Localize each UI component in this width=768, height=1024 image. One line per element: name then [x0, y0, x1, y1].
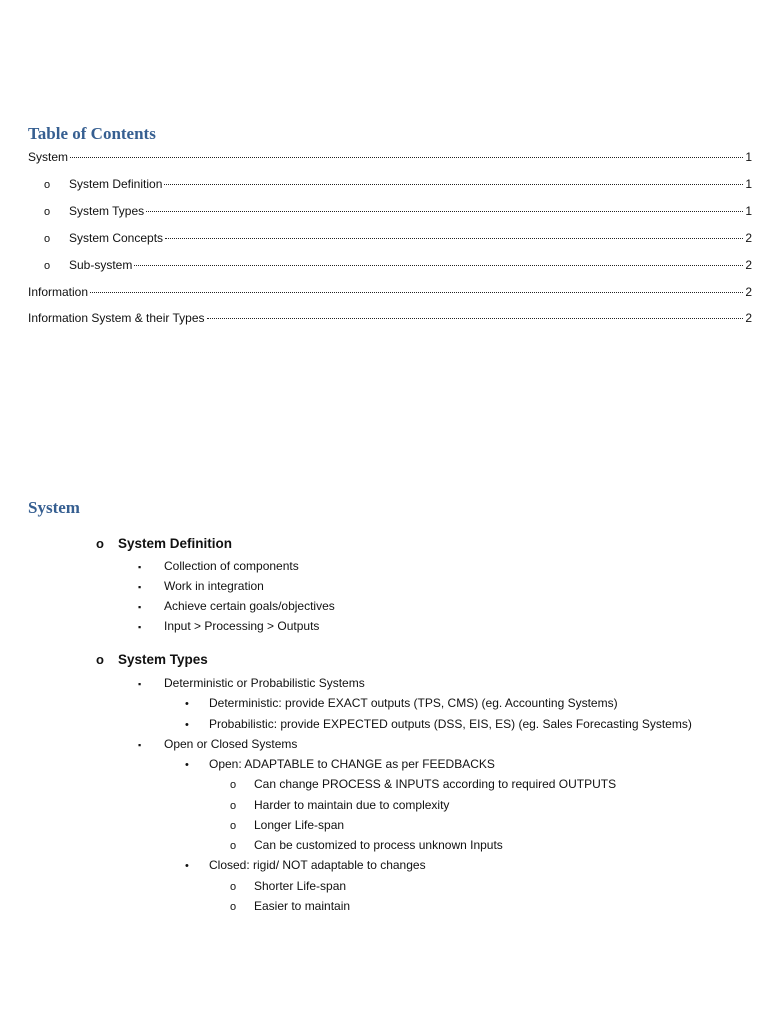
toc-entry-system-types[interactable]: [44, 203, 752, 219]
system-types-heading: [96, 652, 208, 668]
list-item-text: Can be customized to process unknown Inputs: [254, 838, 503, 852]
toc-page-number: 1: [745, 177, 752, 191]
list-item-text: Open or Closed Systems: [164, 737, 298, 751]
list-item-text: Work in integration: [164, 579, 264, 593]
toc-bullet: o: [44, 260, 51, 272]
toc-entry-label: System Types: [69, 204, 145, 218]
toc-entry-information-system-types[interactable]: [28, 310, 752, 326]
list-item: [230, 817, 344, 834]
list-item-text: Deterministic: provide EXACT outputs (TPS, CMS) (eg. Accounting Systems): [209, 696, 618, 710]
toc-entry-label: System Definition: [69, 177, 163, 191]
toc-entry-label: System: [28, 150, 69, 164]
list-item: [230, 898, 350, 915]
list-item-text: Collection of components: [164, 559, 299, 573]
list-item-text: Achieve certain goals/objectives: [164, 599, 335, 613]
section-title: System: [28, 498, 80, 517]
toc-leader: [164, 184, 743, 185]
toc-page-number: 2: [745, 258, 752, 272]
toc-bullet: o: [44, 233, 51, 245]
list-item: [138, 558, 299, 575]
toc-page-number: 1: [745, 150, 752, 164]
list-item: [185, 756, 495, 773]
toc-title: Table of Contents: [28, 124, 156, 143]
dot-bullet: •: [185, 719, 189, 731]
square-bullet: ▪: [138, 602, 142, 612]
circle-bullet: o: [230, 881, 237, 893]
list-item: [185, 716, 692, 733]
list-item-text: Longer Life-span: [254, 818, 345, 832]
dot-bullet: •: [185, 759, 189, 771]
toc-leader: [134, 265, 743, 266]
system-definition-heading: [96, 536, 232, 552]
circle-bullet: o: [230, 779, 237, 791]
list-item: [138, 675, 365, 692]
list-item: [138, 598, 335, 615]
circle-bullet: o: [96, 536, 104, 551]
list-item-text: Easier to maintain: [254, 899, 351, 913]
list-item-text: Probabilistic: provide EXPECTED outputs (DSS, EIS, ES) (eg. Sales Forecasting Systems): [209, 717, 692, 731]
toc-page-number: 2: [745, 311, 752, 325]
list-item: [230, 776, 616, 793]
list-item: [230, 797, 449, 814]
circle-bullet: o: [96, 652, 104, 667]
toc-leader: [90, 292, 743, 293]
circle-bullet: o: [230, 901, 237, 913]
list-item-text: Can change PROCESS & INPUTS according to required OUTPUTS: [254, 777, 617, 791]
list-item: [185, 857, 426, 874]
dot-bullet: •: [185, 698, 189, 710]
toc-entry-label: Sub-system: [69, 258, 133, 272]
square-bullet: ▪: [138, 562, 142, 572]
toc-entry-system[interactable]: [28, 149, 752, 165]
dot-bullet: •: [185, 860, 189, 872]
toc-leader: [165, 238, 743, 239]
list-item: [185, 695, 618, 712]
toc-page-number: 1: [745, 204, 752, 218]
list-item-text: Closed: rigid/ NOT adaptable to changes: [209, 858, 426, 872]
toc-leader: [70, 157, 743, 158]
square-bullet: ▪: [138, 622, 142, 632]
toc-entry-label: System Concepts: [69, 231, 164, 245]
list-item: [230, 837, 503, 854]
circle-bullet: o: [230, 800, 237, 812]
toc-entry-label: Information: [28, 285, 89, 299]
toc-leader: [146, 211, 743, 212]
square-bullet: ▪: [138, 740, 142, 750]
toc-bullet: o: [44, 179, 51, 191]
list-item-text: Shorter Life-span: [254, 879, 347, 893]
toc-entry-system-definition[interactable]: [44, 176, 752, 192]
toc-entry-system-concepts[interactable]: [44, 230, 752, 246]
toc-bullet: o: [44, 206, 51, 218]
list-item: [230, 878, 346, 895]
toc-page-number: 2: [745, 285, 752, 299]
list-item-text: Open: ADAPTABLE to CHANGE as per FEEDBACKS: [209, 757, 495, 771]
list-item-text: Deterministic or Probabilistic Systems: [164, 676, 365, 690]
toc-entry-label: Information System & their Types: [28, 311, 205, 325]
circle-bullet: o: [230, 840, 237, 852]
system-definition-title: System Definition: [118, 536, 233, 551]
toc-leader: [207, 318, 744, 319]
toc-page-number: 2: [745, 231, 752, 245]
list-item: [138, 578, 264, 595]
toc-entry-information[interactable]: [28, 284, 752, 300]
toc-entry-sub-system[interactable]: [44, 257, 752, 273]
list-item: [138, 618, 319, 635]
system-types-title: System Types: [118, 652, 208, 667]
list-item: [138, 736, 297, 753]
circle-bullet: o: [230, 820, 237, 832]
list-item-text: Harder to maintain due to complexity: [254, 798, 450, 812]
square-bullet: ▪: [138, 582, 142, 592]
square-bullet: ▪: [138, 679, 142, 689]
list-item-text: Input > Processing > Outputs: [164, 619, 320, 633]
